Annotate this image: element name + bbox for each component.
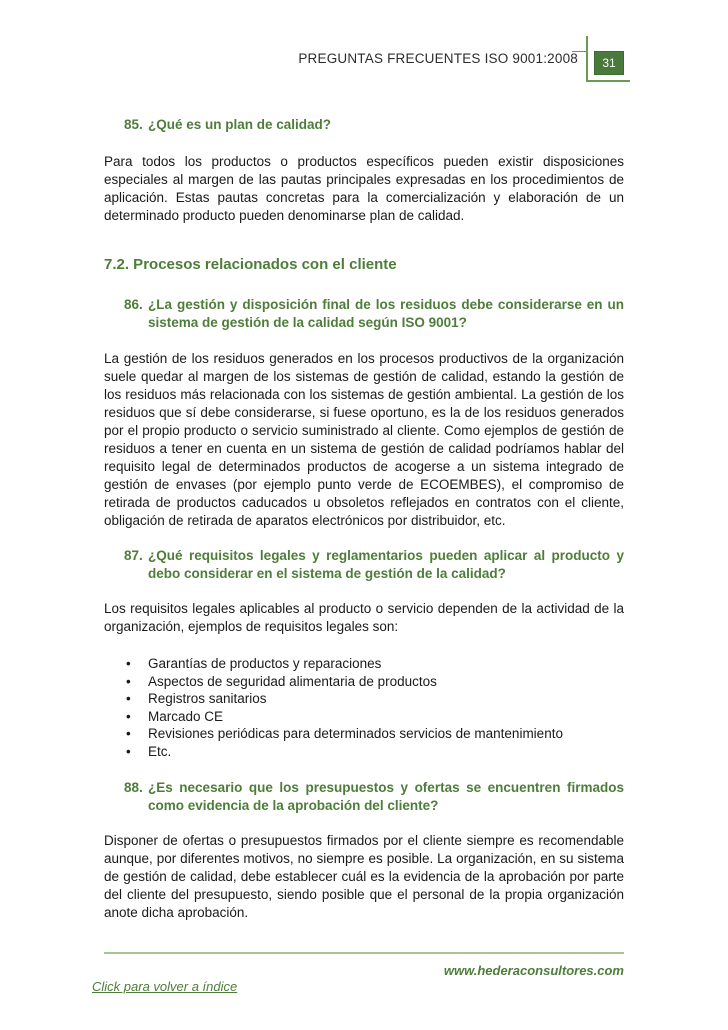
question-text: ¿Qué requisitos legales y reglamentarios pueden aplicar al producto y debo considerar en el sistema de gestión de la calidad?	[148, 548, 624, 581]
list-item: • Garantías de productos y reparaciones	[126, 656, 382, 671]
bullet-icon: •	[126, 656, 131, 671]
bullet-icon: •	[126, 691, 131, 707]
list-item: • Registros sanitarios	[126, 691, 267, 707]
bullet-icon: •	[126, 743, 131, 759]
answer-86: La gestión de los residuos generados en los procesos productivos de la organización suele quedar al margen de los sistemas de gestión de calidad, estando la gestión de los residuos más relacionada con los sistemas de gestión ambiental. La gestión de los residuos que sí debe considerarse, si fuese oportuno, es la de los residuos generados por el propio producto o servicio suministrado al cliente. Como ejemplos de gestión de residuos a tener en cuenta en un sistema de gestión de calidad podríamos hablar del requisito legal de determinados productos de acogerse a un sistema integrado de gestión de envases (por ejemplo punto verde de ECOEMBES), el compromiso de retirada de productos caducados u obsoletos reflejados en contratos con el cliente, obligación de retirada de aparatos electrónicos por distribuidor, etc.	[104, 351, 624, 528]
page-number: 31	[594, 51, 624, 75]
section-heading: 7.2. Procesos relacionados con el cliente	[104, 256, 397, 273]
answer-87: Los requisitos legales aplicables al producto o servicio dependen de la actividad de la organización, ejemplos de requisitos legales son:	[104, 601, 624, 634]
bullet-icon: •	[126, 726, 131, 742]
bullet-icon: •	[126, 673, 131, 689]
list-item: • Aspectos de seguridad alimentaria de productos	[126, 673, 437, 689]
question-number: 86.	[124, 297, 143, 312]
question-number: 87.	[124, 548, 143, 563]
page-header-title: PREGUNTAS FRECUENTES ISO 9001:2008	[298, 51, 578, 66]
question-text: ¿La gestión y disposición final de los residuos debe considerarse en un sistema de gestión de la calidad según ISO 9001?	[148, 297, 624, 330]
question-text: ¿Qué es un plan de calidad?	[148, 117, 332, 132]
answer-85: Para todos los productos o productos específicos pueden existir disposiciones especiales al margen de las pautas principales expresadas en los procedimientos de aplicación. Estas pautas concretas para la comercialización y elaboración de un determinado producto pueden denominarse plan de calidad.	[104, 154, 624, 223]
list-item: • Marcado CE	[126, 708, 224, 724]
footer-divider	[104, 952, 624, 954]
bullet-icon: •	[126, 708, 131, 724]
page-number-box	[586, 36, 630, 82]
answer-88: Disponer de ofertas o presupuestos firmados por el cliente siempre es recomendable aunque, por diferentes motivos, no siempre es posible. La organización, en su sistema de gestión de calidad, debe establecer cuál es la evidencia de la aprobación por parte del cliente del presupuesto, siendo posible que el personal de la propia organización anote dicha aprobación.	[104, 833, 624, 920]
footer-website: www.hederaconsultores.com	[443, 963, 624, 978]
list-item: • Etc.	[126, 743, 172, 759]
question-number: 88.	[124, 780, 143, 795]
question-text: ¿Es necesario que los presupuestos y ofertas se encuentren firmados como evidencia de la aprobación del cliente?	[148, 780, 624, 813]
list-item: • Revisiones periódicas para determinados servicios de mantenimiento	[126, 726, 563, 742]
back-to-index-link[interactable]: Click para volver a índice	[92, 979, 238, 994]
legal-requirements-list	[124, 655, 604, 761]
question-number: 85.	[124, 117, 143, 132]
header-rule	[572, 51, 588, 52]
